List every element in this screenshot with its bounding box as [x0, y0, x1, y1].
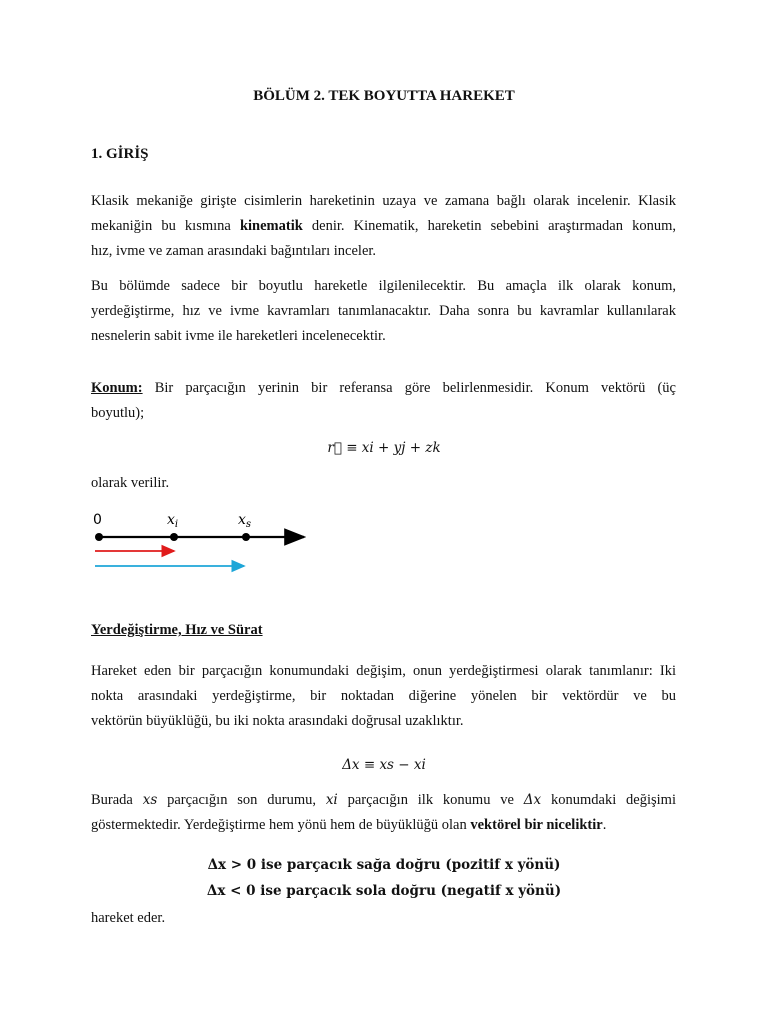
paragraph-displacement: [91, 659, 676, 734]
text-span: konumdaki değişimi: [541, 792, 676, 808]
equation-displacement: Δx ≡ xs − xi: [342, 757, 426, 773]
text-olarak-verilir: olarak verilir.: [91, 475, 170, 491]
text-line: hız, ivme ve zaman arasındaki bağıntıları inceler.: [91, 243, 377, 259]
point-zero: [95, 533, 103, 541]
text-span: parçacığın ilk konumu ve: [337, 792, 524, 808]
text-line: Bu bölümde sadece bir boyutlu hareketle ilgilenilecektir. Bu amaçla ilk olarak konum,: [91, 278, 676, 294]
paragraph-burada: [91, 788, 676, 838]
point-xs: [242, 533, 250, 541]
text-line: [91, 788, 676, 813]
text-line: Klasik mekaniğe girişte cisimlerin hareketinin uzaya ve zamana bağlı olarak incelenir. Klasik: [91, 193, 676, 209]
text-span: göstermektedir. Yerdeğiştirme hem yönü hem de büyüklüğü olan: [91, 817, 471, 833]
label-xi: $x_i$: [167, 512, 179, 530]
text-line: nokta arasındaki yerdeğiştirme, bir noktadan diğerine yönelen bir vektördür ve bu: [91, 688, 676, 704]
text-line: nesnelerin sabit ivme ile hareketleri incelenecektir.: [91, 328, 386, 344]
text-hareket-eder: hareket eder.: [91, 910, 166, 926]
text-line: yerdeğiştirme, hız ve ivme kavramları tanımlanacaktır. Daha sonra bu kavramlar kullanılarak: [91, 303, 676, 319]
equation-position-vector: r⃗ ≡ xi + yj + zk: [327, 440, 441, 456]
math-delta-x: Δx: [523, 792, 542, 808]
math-xs: xs: [142, 792, 158, 808]
text-line: boyutlu);: [91, 405, 145, 421]
text-span: mekaniğin bu kısmına: [91, 218, 240, 234]
bold-term-vector: vektörel bir niceliktir: [470, 817, 603, 833]
text-span: parçacığın son durumu,: [157, 792, 326, 808]
point-xi: [170, 533, 178, 541]
text-span: denir. Kinematik, hareketin sebebini araştırmadan konum,: [302, 218, 676, 234]
text-span: Bir parçacığın yerinin bir referansa göre belirlenmesidir. Konum vektörü (üç: [142, 380, 676, 396]
heading-text: Yerdeğiştirme, Hız ve Sürat: [91, 622, 263, 638]
section-heading-intro: 1. GİRİŞ: [91, 146, 149, 162]
text-line: Hareket eden bir parçacığın konumundaki değişim, onun yerdeğiştirmesi olarak tanımlanır: Iki: [91, 663, 676, 679]
label-xs: $x_s$: [238, 512, 252, 530]
math-xi: xi: [325, 792, 338, 808]
condition-positive: Δx > 0 ise parçacık sağa doğru (pozitif x yönü): [207, 857, 561, 873]
text-span: Burada: [91, 792, 143, 808]
section-heading-displacement: [91, 618, 263, 643]
text-line: [91, 813, 676, 838]
term-konum-label: Konum:: [91, 380, 143, 396]
label-zero: 0: [93, 512, 102, 528]
condition-negative: Δx < 0 ise parçacık sola doğru (negatif x yönü): [206, 883, 562, 899]
text-line: vektörün büyüklüğü, bu iki nokta arasındaki doğrusal uzaklıktır.: [91, 713, 464, 729]
chapter-title: BÖLÜM 2. TEK BOYUTTA HAREKET: [253, 88, 515, 104]
text-span: .: [602, 817, 607, 833]
bold-term-kinematik: kinematik: [239, 218, 303, 234]
